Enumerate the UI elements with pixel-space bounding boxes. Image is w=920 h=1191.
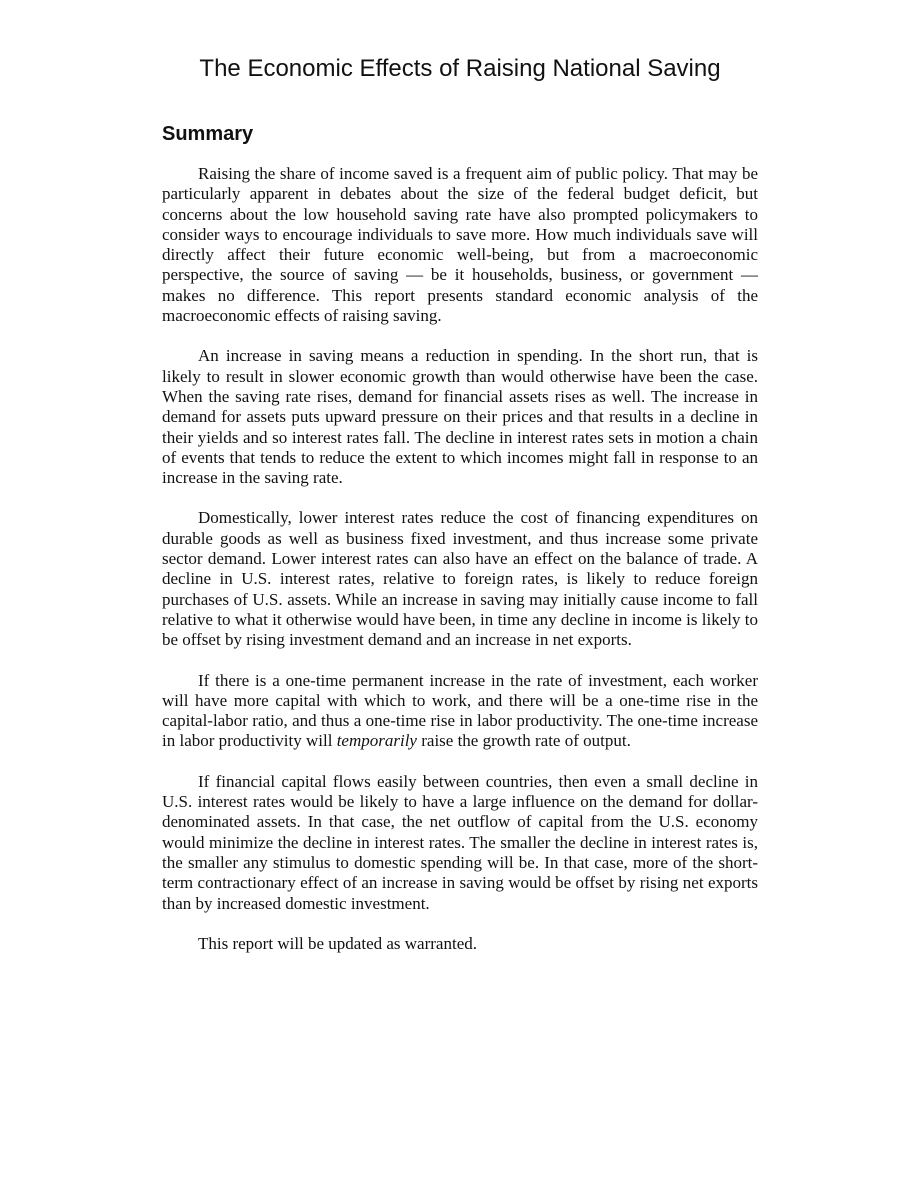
emphasis-temporarily: temporarily [336,731,417,751]
summary-heading: Summary [162,123,254,145]
paragraph-4 [162,671,758,752]
paragraph-4-text-after: raise the growth rate of output. [416,731,631,751]
paragraph-6: This report will be updated as warranted. [198,933,477,953]
summary-body [162,164,758,974]
document-title: The Economic Effects of Raising National Saving [199,55,721,82]
paragraph-5: If financial capital flows easily between countries, then even a small decline in U.S. interest rates would be likely to have a large influence on the demand for dollar-denominated assets. In that case, the net outflow of capital from the U.S. economy would minimize the decline in interest rates. The smaller the decline in interest rates is, the smaller any stimulus to domestic spending will be. In that case, more of the short-term contractionary effect of an increase in saving would be offset by rising net exports than by increased domestic investment. [162,771,758,913]
paragraph-2: An increase in saving means a reduction in spending. In the short run, that is likely to result in slower economic growth than would otherwise have been the case. When the saving rate rises, demand for financial assets rises as well. The increase in demand for assets puts upward pressure on their prices and that results in a decline in their yields and so interest rates fall. The decline in interest rates sets in motion a chain of events that tends to reduce the extent to which incomes might fall in response to an increase in the saving rate. [162,346,758,488]
paragraph-4-text-before: If there is a one-time permanent increase in the rate of investment, each worker will have more capital with which to work, and there will be a one-time rise in the capital-labor ratio, and thus a one-time rise in labor productivity. The one-time increase in labor productivity will [162,670,758,751]
paragraph-3: Domestically, lower interest rates reduce the cost of financing expenditures on durable goods as well as business fixed investment, and thus increase some private sector demand. Lower interest rates can also have an effect on the balance of trade. A decline in U.S. interest rates, relative to foreign rates, is likely to reduce foreign purchases of U.S. assets. While an increase in saving may initially cause income to fall relative to what it otherwise would have been, in time any decline in income is likely to be offset by rising investment demand and an increase in net exports. [162,508,758,650]
paragraph-1: Raising the share of income saved is a frequent aim of public policy. That may be particularly apparent in debates about the size of the federal budget deficit, but concerns about the low household saving rate have also prompted policymakers to consider ways to encourage individuals to save more. How much individuals save will directly affect their future economic well-being, but from a macroeconomic perspective, the source of saving — be it households, business, or government — makes no difference. This report presents standard economic analysis of the macroeconomic effects of raising saving. [162,164,758,326]
